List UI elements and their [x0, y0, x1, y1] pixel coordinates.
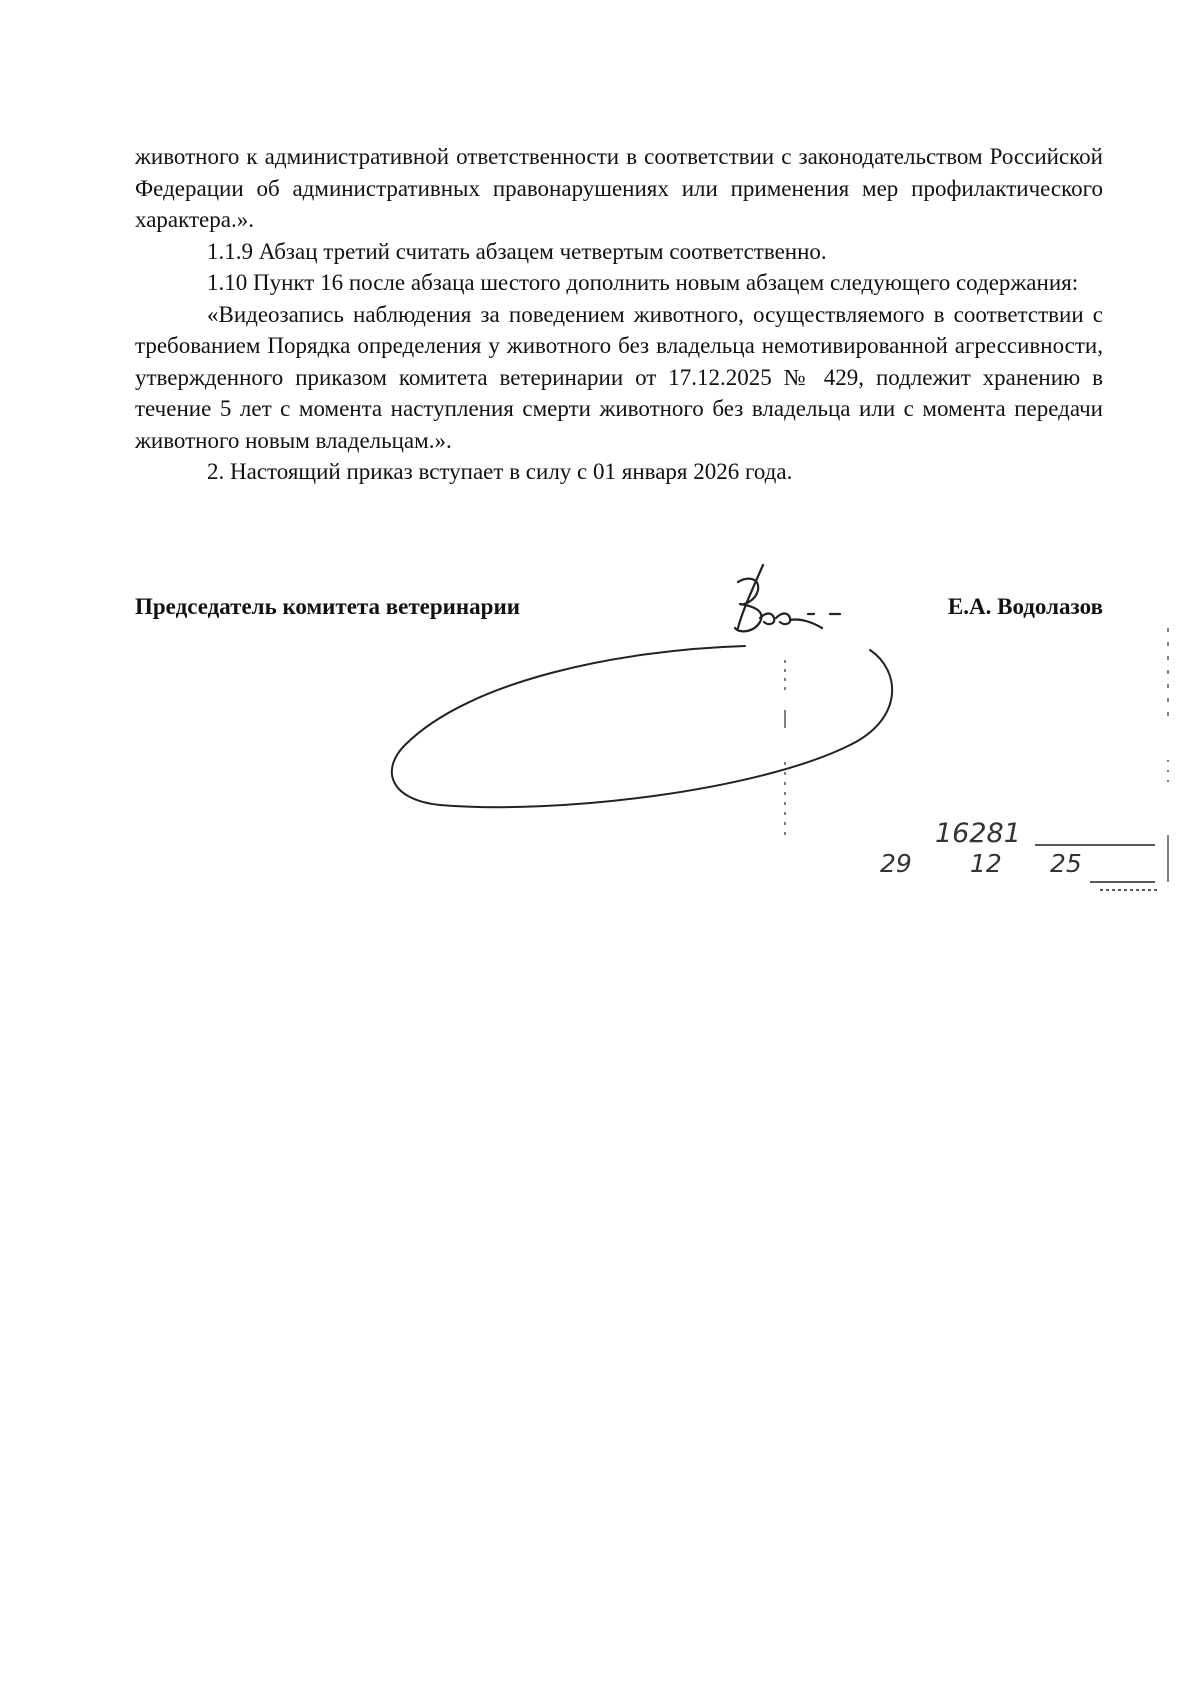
scan-artifact-marks [785, 628, 1168, 882]
paragraph-2: 2. Настоящий приказ вступает в силу с 01 января 2026 года. [207, 459, 793, 484]
signature-block [135, 594, 1103, 628]
registration-stamp-lines [1035, 845, 1160, 890]
paragraph-continuation: животного к административной ответственности в соответствии с законодательством Российской Федерации об административных правонарушениях или применения мер профилактического характера.». [135, 144, 1103, 232]
document-body [135, 141, 1103, 488]
registration-date-year: 25 [1050, 849, 1082, 878]
signatory-name: Е.А. Водолазов [947, 594, 1103, 619]
paragraph-1-10: 1.10 Пункт 16 после абзаца шестого дополнить новым абзацем следующего содержания: [207, 270, 1079, 295]
registration-number: 16281 [935, 818, 1021, 849]
signature-oval-stroke [392, 646, 892, 807]
paragraph-quote: «Видеозапись наблюдения за поведением животного, осуществляемого в соответствии с требованием Порядка определения у животного без владельца немотивированной агрессивности, утвержденного приказом комитета ветеринарии от 17.12.2025 № 429, подлежит хранению в течение 5 лет с момента наступления смерти животного без владельца или с момента передачи животного новым владельцам.». [135, 301, 1103, 453]
registration-date-day: 29 [880, 849, 912, 878]
paragraph-1-1-9: 1.1.9 Абзац третий считать абзацем четвертым соответственно. [207, 238, 827, 264]
signatory-position: Председатель комитета ветеринарии [135, 594, 520, 619]
registration-date-month: 12 [970, 849, 1002, 878]
